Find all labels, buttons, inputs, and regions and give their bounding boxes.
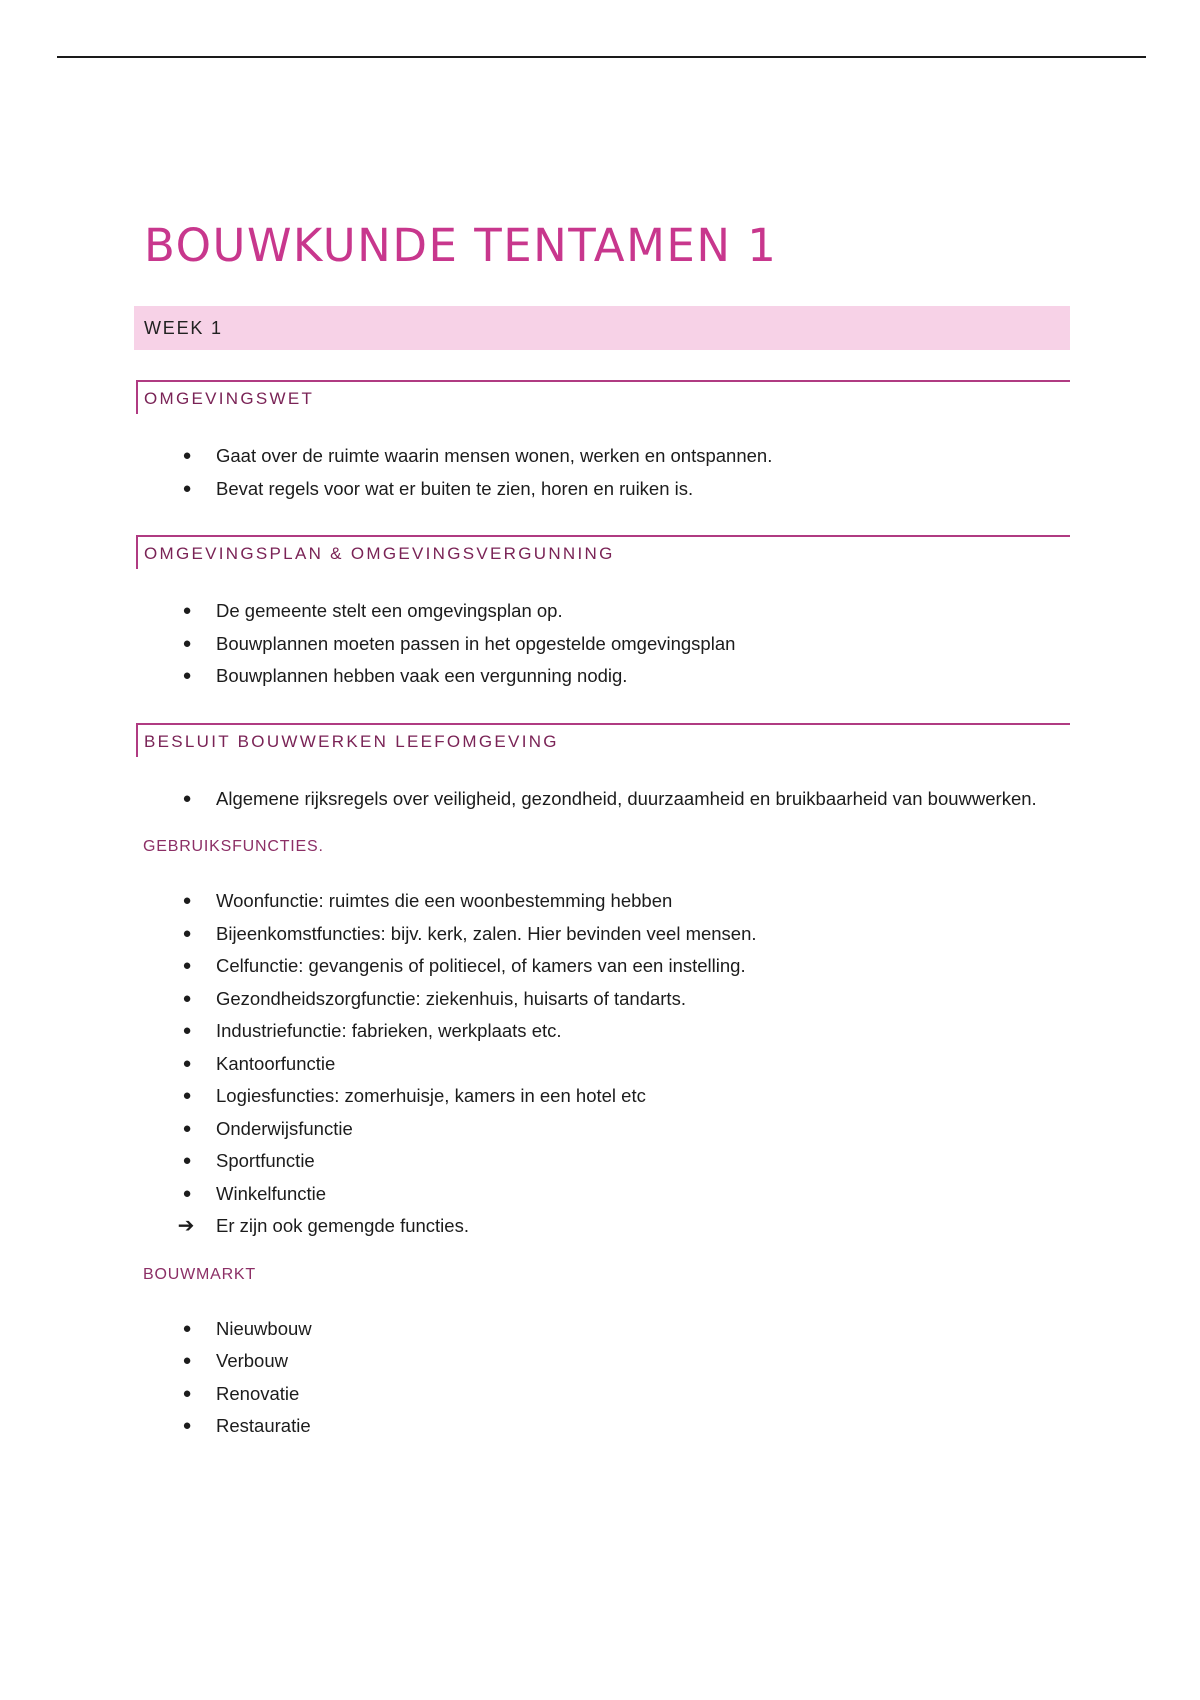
sub-heading-bouwmarkt: BOUWMARKT <box>143 1265 256 1283</box>
bullet-icon: ● <box>182 479 192 497</box>
section-heading-omgevingswet: OMGEVINGSWET <box>136 380 1070 414</box>
document-body <box>134 220 1070 1443</box>
bullet-icon: ● <box>182 447 192 464</box>
bullet-icon: ● <box>182 1119 192 1137</box>
arrow-right-icon: ➔ <box>177 1215 195 1237</box>
bullet-icon: ● <box>182 634 192 652</box>
list-item: ● Winkelfunctie <box>134 1178 1070 1211</box>
document-title: BOUWKUNDE TENTAMEN 1 <box>144 219 778 272</box>
besluit-list <box>134 783 1070 816</box>
bullet-icon: ● <box>182 989 192 1007</box>
bullet-icon: ● <box>182 667 192 684</box>
list-item: ● Bouwplannen moeten passen in het opgestelde omgevingsplan <box>134 628 1070 661</box>
list-item: ● Bouwplannen hebben vaak een vergunning nodig. <box>134 660 1070 693</box>
list-item: ● Industriefunctie: fabrieken, werkplaats etc. <box>134 1015 1070 1048</box>
list-item: ● Restauratie <box>134 1410 1070 1443</box>
bullet-icon: ● <box>182 1417 192 1434</box>
omgevingswet-list <box>134 440 1070 505</box>
list-item: ● Bevat regels voor wat er buiten te zien, horen en ruiken is. <box>134 473 1070 506</box>
bouwmarkt-list <box>134 1313 1070 1443</box>
bullet-icon: ● <box>182 892 192 909</box>
section-heading-besluit: BESLUIT BOUWWERKEN LEEFOMGEVING <box>136 723 1070 757</box>
list-item: ● Sportfunctie <box>134 1145 1070 1178</box>
list-item: ● Verbouw <box>134 1345 1070 1378</box>
bullet-icon: ● <box>182 1087 192 1104</box>
gebruiksfuncties-list <box>134 885 1070 1243</box>
bullet-icon: ● <box>182 1152 192 1169</box>
list-item: ● Algemene rijksregels over veiligheid, gezondheid, duurzaamheid en bruikbaarheid van bouwwerken. <box>134 783 1070 816</box>
bullet-icon: ● <box>182 1022 192 1039</box>
bullet-icon: ● <box>182 957 192 974</box>
header-rule <box>57 56 1146 58</box>
bullet-icon: ● <box>182 1352 192 1369</box>
list-item: ● Kantoorfunctie <box>134 1048 1070 1081</box>
list-item: ● Nieuwbouw <box>134 1313 1070 1346</box>
sub-heading-gebruiksfuncties: GEBRUIKSFUNCTIES. <box>143 838 324 855</box>
week-banner: WEEK 1 <box>134 306 1070 350</box>
list-item: ● Celfunctie: gevangenis of politiecel, of kamers van een instelling. <box>134 950 1070 983</box>
list-item: ● Gezondheidszorgfunctie: ziekenhuis, huisarts of tandarts. <box>134 983 1070 1016</box>
list-item: ● Gaat over de ruimte waarin mensen wonen, werken en ontspannen. <box>134 440 1070 473</box>
omgevingsplan-list <box>134 595 1070 693</box>
section-heading-omgevingsplan: OMGEVINGSPLAN & OMGEVINGSVERGUNNING <box>136 535 1070 569</box>
list-item: ● De gemeente stelt een omgevingsplan op. <box>134 595 1070 628</box>
list-item: ● Logiesfuncties: zomerhuisje, kamers in een hotel etc <box>134 1080 1070 1113</box>
bullet-icon: ● <box>182 789 192 807</box>
bullet-icon: ● <box>182 1184 192 1202</box>
list-item: ● Woonfunctie: ruimtes die een woonbestemming hebben <box>134 885 1070 918</box>
bullet-icon: ● <box>182 1319 192 1337</box>
bullet-icon: ● <box>182 924 192 942</box>
list-item: ● Renovatie <box>134 1378 1070 1411</box>
bullet-icon: ● <box>182 602 192 619</box>
list-item: ● Onderwijsfunctie <box>134 1113 1070 1146</box>
bullet-icon: ● <box>182 1384 192 1402</box>
bullet-icon: ● <box>182 1054 192 1072</box>
note-item: ➔ Er zijn ook gemengde functies. <box>134 1210 1070 1243</box>
list-item: ● Bijeenkomstfuncties: bijv. kerk, zalen. Hier bevinden veel mensen. <box>134 918 1070 951</box>
